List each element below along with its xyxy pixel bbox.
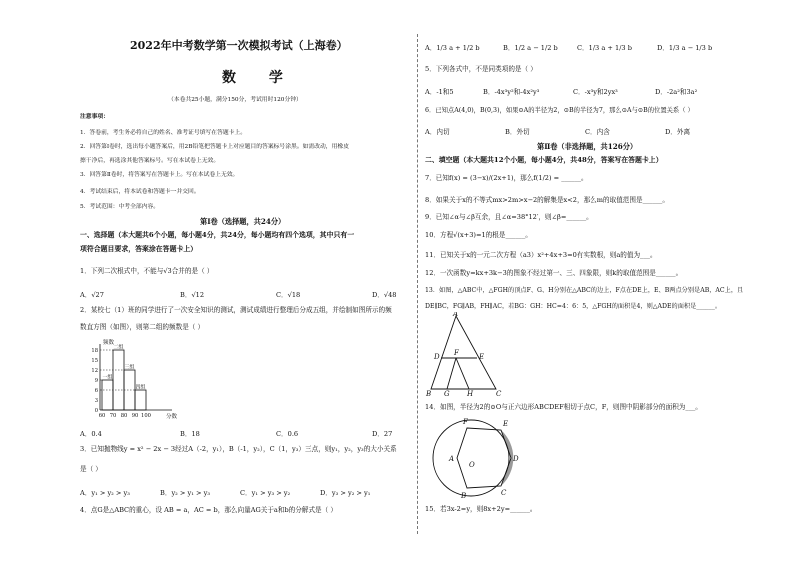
q14-stem: 14．如图，半径为2的⊙O与正六边形ABCDEF相切于点C，F，则图中阴影部分的面积为___。 <box>425 403 702 411</box>
q6-stem: 6．已知点A(4,0)，B(0,3)，如果⊙A的半径为2，⊙B的半径为7，那么⊙A与⊙B的位置关系（ ） <box>425 107 694 114</box>
left-column <box>80 0 412 562</box>
q1-option-d[interactable]: D．√48 <box>372 291 397 299</box>
note-item: 擦干净后，再选涂其他答案标号。写在本试卷上无效。 <box>80 158 220 164</box>
q6-option-a[interactable]: A．内切 <box>425 128 450 136</box>
subject-title: 数 学 <box>222 70 297 86</box>
label-d: D <box>513 455 519 463</box>
note-item: 4．考试结束后，将本试卷和答题卡一并交回。 <box>80 189 200 195</box>
x-tick-label: 100 <box>141 413 151 419</box>
histogram-bar <box>113 350 124 410</box>
part1-heading: 第Ⅰ卷（选择题，共24分） <box>200 217 286 226</box>
label-d: D <box>434 353 440 361</box>
bar-label: 一组 <box>102 374 113 381</box>
exam-meta: （本卷共25小题，满分150分，考试用时120分钟） <box>168 97 302 103</box>
label-c: C <box>496 390 502 397</box>
q4-stem: 4．点G是△ABC的重心，设 AB = a，AC = b，那么向量AG关于a和b的分解式是（ ） <box>80 506 337 514</box>
q11-stem: 11．已知关于x的一元二次方程（a3）x²+4x+3=0有实数根，则a的值为___。 <box>425 251 657 259</box>
q9-stem: 9．已知∠α与∠β互余，且∠α=38°12′，则∠β=______。 <box>425 213 593 221</box>
q1-option-a[interactable]: A．√27 <box>80 291 104 299</box>
q1-option-b[interactable]: B．√12 <box>180 291 205 299</box>
section2-heading: 二、填空题（本大题共12个小题，每小题4分，共48分，答案写在答题卡上） <box>425 156 663 164</box>
column-divider <box>417 34 418 534</box>
q4-option-d[interactable]: D．1/3 a − 1/3 b <box>657 44 713 52</box>
note-item: 3．回答第Ⅱ卷时，将答案写在答题卡上。写在本试卷上无效。 <box>80 172 239 178</box>
section1-heading: 一、选择题（本大题共6个小题，每小题4分，共24分，每小题均有四个选项，其中只有一 <box>80 231 355 239</box>
q13-stem: 13．如图，△ABC中，△FGH的顶点F、G、H分别在△ABC的边上，F点在DE上，E、B两点分别是AB，AC上，且 <box>425 287 744 294</box>
q12-stem: 12．一次函数y=kx+3k−3的图象不经过第一、三、四象限，则k的取值范围是______。 <box>425 269 683 277</box>
histogram-bar <box>135 390 146 410</box>
y-tick-label: 0 <box>94 408 98 414</box>
y-axis-label: 频数 <box>103 340 115 346</box>
bar-label: 三组 <box>124 364 135 371</box>
q1-option-c[interactable]: C．√18 <box>276 291 301 299</box>
q2-option-a[interactable]: A．0.4 <box>80 430 102 438</box>
label-a: A <box>453 312 459 318</box>
q13-stem-cont: DE∥BC，FG∥AB，FH∥AC，若BG：GH：HC=4：6：5，△FGH的面积是4，则△ADE的面积是______。 <box>425 303 722 310</box>
part2-heading: 第Ⅱ卷（非选择题，共126分） <box>537 142 638 151</box>
label-b: B <box>426 390 432 397</box>
q14-circle-hexagon-figure <box>425 412 535 502</box>
segment-fg <box>447 358 456 389</box>
label-b: B <box>461 492 467 500</box>
label-c: C <box>501 489 507 497</box>
y-tick-label: 6 <box>94 388 98 394</box>
right-column <box>425 0 743 562</box>
q6-option-c[interactable]: C．内含 <box>585 128 610 136</box>
x-tick-label: 80 <box>120 413 128 419</box>
q3-stem-cont: 是（ ） <box>80 465 102 473</box>
q7-stem: 7．已知f(x) = (3−x)/(2x+1)，那么f(1/2) = ______。 <box>425 174 588 182</box>
note-item: 1．答卷前，考生务必将自己的姓名、准考证号填写在答题卡上。 <box>80 130 247 136</box>
q3-option-b[interactable]: B．y₂ > y₁ > y₃ <box>160 489 210 497</box>
x-tick-label: 60 <box>98 413 106 419</box>
q13-triangle-figure <box>425 312 515 397</box>
bar-label: 二组 <box>113 344 124 351</box>
q5-option-c[interactable]: C．-x³y和2yx³ <box>573 88 618 96</box>
q3-option-a[interactable]: A．y₁ > y₂ > y₃ <box>80 489 130 497</box>
label-o: O <box>469 461 475 469</box>
histogram-chart <box>80 338 190 420</box>
histogram-bar <box>102 380 113 410</box>
q4-option-a[interactable]: A．1/3 a + 1/2 b <box>425 44 480 52</box>
q8-stem: 8．如果关于x的不等式mx>2m>x−2的解集是x<2，那么m的取值范围是______。 <box>425 196 669 204</box>
notes-heading: 注意事项： <box>80 114 109 120</box>
y-tick-label: 15 <box>91 358 98 364</box>
q2-option-d[interactable]: D．27 <box>372 430 393 438</box>
label-f: F <box>454 349 459 357</box>
q1-stem: 1．下列二次根式中，不能与√3合并的是（ ） <box>80 267 214 275</box>
circle-o <box>433 420 509 496</box>
label-a: A <box>449 455 455 463</box>
q5-option-b[interactable]: B．-4x³y²和-4x²y³ <box>483 88 540 96</box>
q3-stem: 3．已知抛物线y = x² − 2x − 3经过A（-2，y₁），B（-1，y₂），C（1，y₃）三点，则y₁，y₂，y₃的大小关系 <box>80 445 397 453</box>
y-tick-label: 18 <box>91 348 98 354</box>
y-tick-label: 12 <box>91 368 98 374</box>
bar-label: 四组 <box>135 384 146 391</box>
label-h: H <box>467 390 474 397</box>
y-tick-label: 3 <box>94 398 98 404</box>
q6-option-b[interactable]: B．外切 <box>505 128 530 136</box>
q2-option-b[interactable]: B．18 <box>180 430 200 438</box>
q4-option-b[interactable]: B．1/2 a − 1/2 b <box>503 44 558 52</box>
q6-option-d[interactable]: D．外离 <box>665 128 691 136</box>
label-f: F <box>463 418 468 426</box>
segment-fh <box>456 358 469 389</box>
label-g: G <box>444 390 450 397</box>
note-item: 2．回答第Ⅰ卷时，选出每小题答案后，用2B铅笔把答题卡上对应题目的答案标号涂黑。如需改动，用橡皮 <box>80 144 349 150</box>
note-item: 5．考试范围：中考全部内容。 <box>80 204 160 210</box>
q15-stem: 15．若3x-2=y，则8x+2y=______。 <box>425 505 537 513</box>
label-e: E <box>503 420 509 428</box>
q5-option-d[interactable]: D．-2a²和3a² <box>655 88 698 96</box>
q10-stem: 10．方程√(x+3)=1的根是______。 <box>425 231 532 239</box>
q2-stem-cont: 数直方图（如图），则第二组的频数是（ ） <box>80 323 205 331</box>
section1-heading-cont: 项符合题目要求，答案涂在答题卡上） <box>80 245 198 253</box>
q2-option-c[interactable]: C．0.6 <box>276 430 299 438</box>
x-tick-label: 90 <box>131 413 139 419</box>
q3-option-d[interactable]: D．y₃ > y₂ > y₁ <box>320 489 371 497</box>
label-e: E <box>479 353 485 361</box>
q4-option-c[interactable]: C．1/3 a + 1/3 b <box>577 44 632 52</box>
exam-title: 2022年中考数学第一次模拟考试（上海卷） <box>130 39 348 52</box>
y-tick-label: 9 <box>94 378 98 384</box>
x-tick-label: 70 <box>109 413 117 419</box>
triangle-abc <box>431 316 496 389</box>
q2-stem: 2．某校七（1）班的同学进行了一次安全知识的测试，测试成绩进行整理后分成五组，并绘制如图所示的频 <box>80 306 392 314</box>
x-axis-label: 分数 <box>166 414 178 420</box>
q5-option-a[interactable]: A．-1和5 <box>425 88 454 96</box>
q5-stem: 5．下列各式中，不是同类项的是（ ） <box>425 65 537 73</box>
q3-option-c[interactable]: C．y₁ > y₃ > y₂ <box>240 489 291 497</box>
